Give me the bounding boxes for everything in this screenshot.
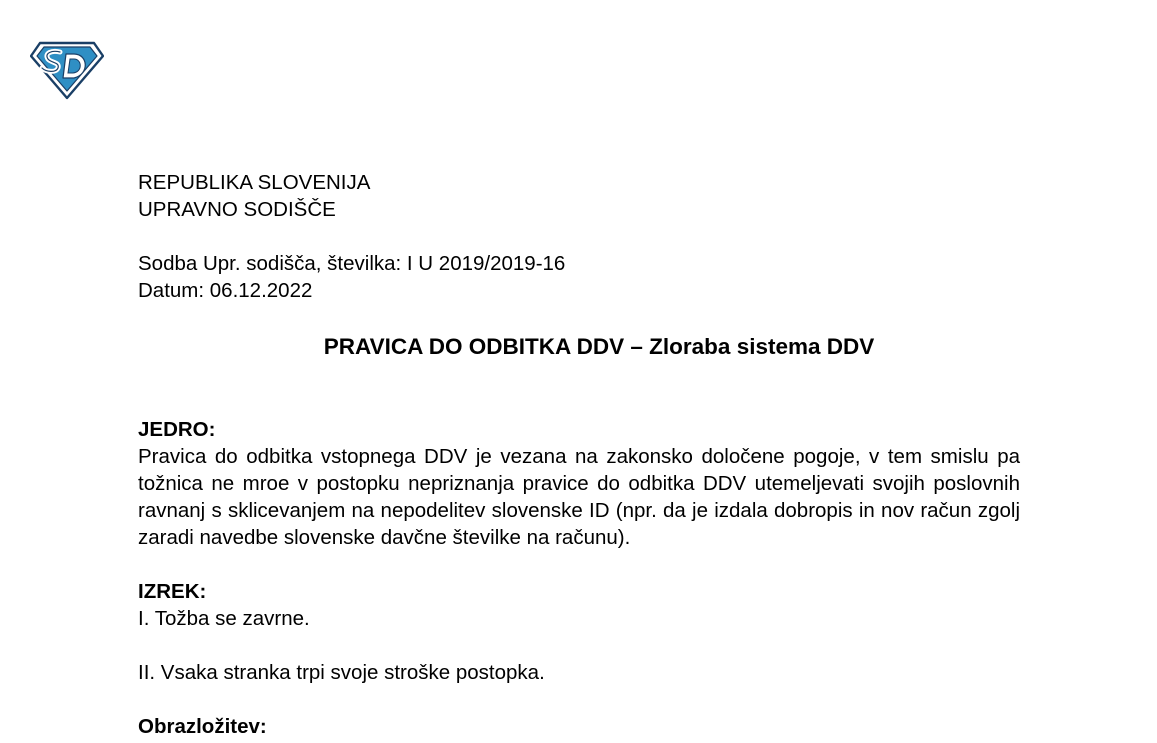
court-logo-icon <box>30 40 104 100</box>
case-number: Sodba Upr. sodišča, številka: I U 2019/2019-16 <box>138 252 566 275</box>
izrek-item-2: II. Vsaka stranka trpi svoje stroške postopka. <box>138 661 545 684</box>
decision-date: Datum: 06.12.2022 <box>138 279 313 302</box>
izrek-item-1: I. Tožba se zavrne. <box>138 607 310 630</box>
header-court: UPRAVNO SODIŠČE <box>138 198 336 221</box>
obrazlozitev-heading: Obrazložitev: <box>138 715 267 738</box>
izrek-heading: IZREK: <box>138 580 207 603</box>
document-body <box>138 169 1020 740</box>
header-country: REPUBLIKA SLOVENIJA <box>138 171 371 194</box>
spacer <box>138 632 1020 659</box>
spacer <box>138 551 1020 578</box>
document-title: PRAVICA DO ODBITKA DDV – Zloraba sistema DDV <box>323 334 875 359</box>
jedro-heading: JEDRO: <box>138 418 216 441</box>
jedro-text: Pravica do odbitka vstopnega DDV je vezana na zakonsko določene pogoje, v tem smislu pa tožnica ne mroe v postopku nepriznanja pravice do odbitka DDV utemeljevati svojih poslovnih ravnanj s sklicevanjem na nepodelitev slovenske ID (npr. da je izdala dobropis in nov račun zgolj zaradi navedbe slovenske davčne številke na računu). <box>138 445 1020 549</box>
spacer <box>138 223 1020 250</box>
spacer <box>138 686 1020 713</box>
